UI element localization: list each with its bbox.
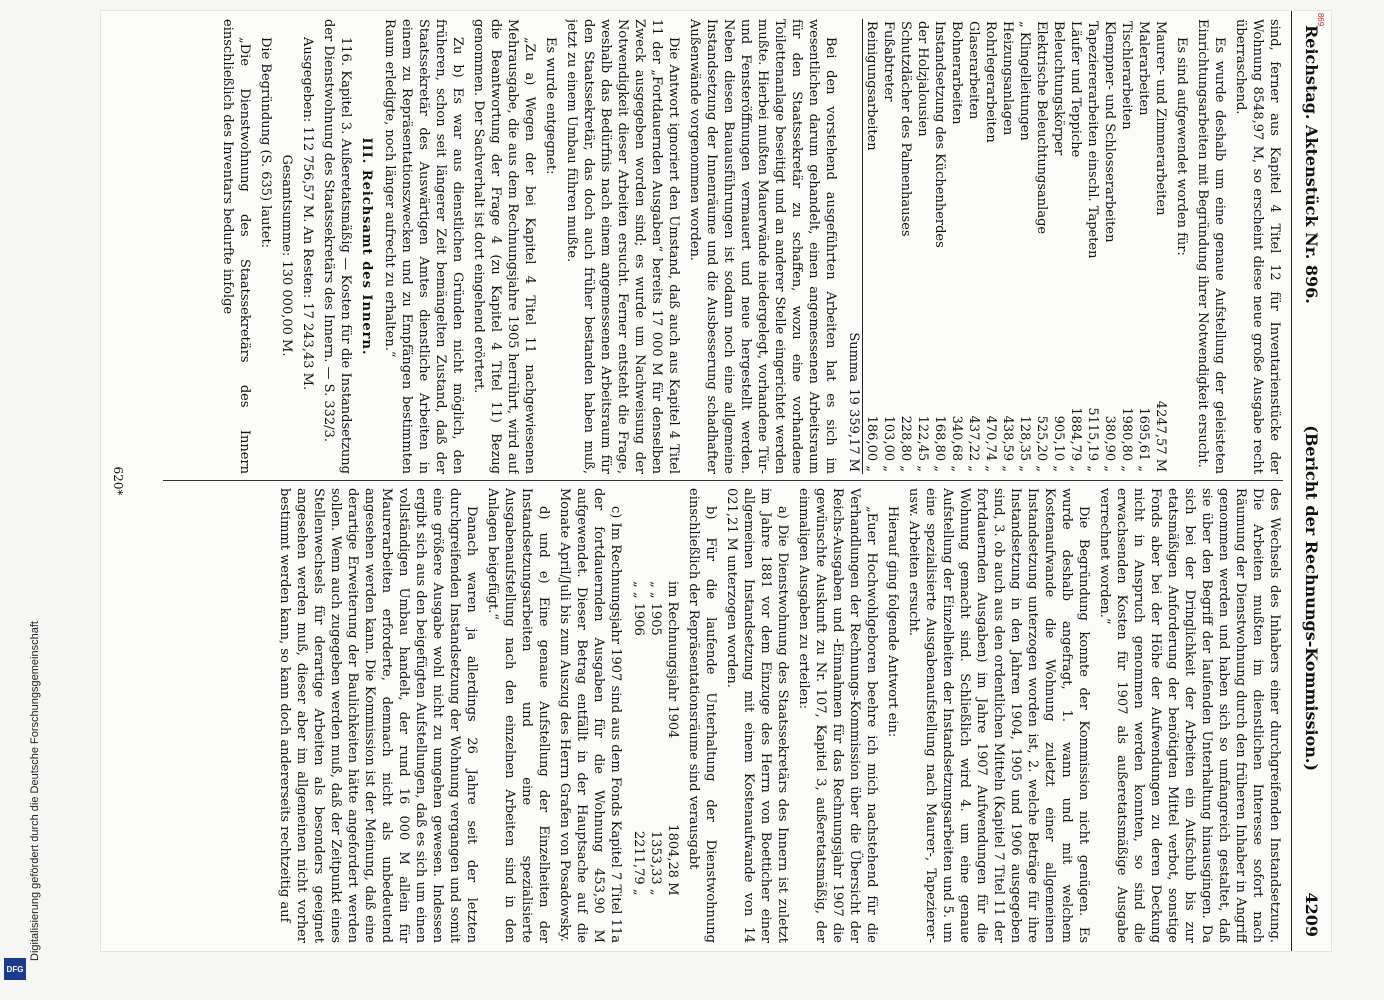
row-amount: 470,74 „ bbox=[983, 415, 998, 472]
year-row bbox=[630, 579, 647, 898]
header-left: Reichstag. Aktenstück Nr. 896. bbox=[1302, 25, 1321, 304]
cost-row bbox=[1067, 19, 1084, 474]
paragraph: Ausgegeben: 112 756,57 M. An Resten: 17 243,43 M. bbox=[300, 37, 315, 391]
year-row bbox=[664, 579, 681, 898]
paragraph: Hierauf ging folgende Antwort ein: bbox=[885, 506, 900, 738]
row-label: „ „ 1905 bbox=[648, 581, 663, 636]
paragraph: Gesamtsumme: 130 000,00 M. bbox=[279, 154, 294, 357]
row-label: Maurer- und Zimmerarbeiten bbox=[1153, 21, 1168, 216]
cost-row bbox=[1084, 19, 1101, 474]
row-label: Schutzdächer des Palmenhauses bbox=[898, 21, 913, 237]
row-label: Fußabtreter bbox=[881, 21, 896, 102]
row-label: Glaserarbeiten bbox=[966, 21, 981, 120]
paragraph: Die Begründung (S. 635) lautet: bbox=[258, 37, 273, 249]
row-label: Instandsetzung des Küchenherdes bbox=[932, 21, 947, 248]
digitization-sidebar bbox=[0, 0, 70, 1000]
funding-credit: Digitalisierung gefördert durch die Deutsche Forschungsgemeinschaft bbox=[29, 621, 41, 961]
column-divider bbox=[163, 480, 1283, 481]
section-heading: III. Reichsamt des Innern. bbox=[359, 137, 374, 356]
row-amount: 186,00 „ bbox=[864, 415, 879, 472]
row-label: Bohnerarbeiten bbox=[949, 21, 964, 125]
cost-row bbox=[965, 19, 982, 474]
cost-table bbox=[845, 19, 1169, 474]
cost-row bbox=[1050, 19, 1067, 474]
row-amount: 168,80 „ bbox=[932, 415, 947, 472]
paragraph: Die Begründung konnte der Kommission nicht genügen. Es wurde deshalb angefragt, 1. wann und mit welchem Kostenaufwande die Wohnung zuletzt einer allgemeinen Instandsetzung unterzogen worden ist, 2. welche Beträge für ihre Instandsetzung in den Jahren 1904, 1905 und 1906 ausgegeben sind, 3. ob auch aus den ordentlichen Mitteln (Kapitel 7 Titel 11 der fortdauernden Ausgaben) im Jahre 1907 Aufwendungen für die Wohnung gemacht sind. Schließlich wird 4. um eine genaue Aufstellung der Einzelheiten der Instandsetzungsarbeiten und 5. um eine spezialisierte Ausgabenaufstellung nach Maurer-, Tapezierer- usw. Arbeiten ersucht. bbox=[906, 488, 1091, 943]
paragraph: des Wechsels des Inhabers einer durchgreifenden Instandsetzung. Die Arbeiten mußten im dienstlichen Interesse sofort nach Räumung der Dienstwohnung durch den früheren Inhaber in Angriff genommen werden und haben sich so umfangreich gestaltet, daß sie über den Begriff der laufenden Unterhaltung hinausgingen. Da sich bei der Dringlichkeit der Arbeiten ein Aufschub bis zur etatsmäßigen Anforderung der benötigten Mittel verbot, sonstige Fonds aber bei der Höhe der Aufwendungen zu deren Deckung nicht in Anspruch genommen werden konnten, so sind die erwachsenden Kosten für 1907 als außeretatsmäßige Ausgabe verrechnet worden.“ bbox=[1097, 488, 1282, 943]
cost-row bbox=[1135, 19, 1152, 474]
row-amount: 340,68 „ bbox=[949, 415, 964, 472]
page-footer-mark: 620* bbox=[111, 466, 125, 496]
header-page-number: 4209 bbox=[1302, 892, 1321, 937]
cost-row bbox=[880, 19, 897, 474]
row-amount: 905,10 „ bbox=[1051, 415, 1066, 472]
row-label: Heizungsanlagen bbox=[1000, 21, 1015, 136]
year-row bbox=[647, 579, 664, 898]
row-amount: 438,59 „ bbox=[1000, 415, 1015, 472]
cost-row bbox=[999, 19, 1016, 474]
row-amount: 1804,28 M bbox=[665, 824, 680, 896]
row-amount: 228,80 „ bbox=[898, 415, 913, 472]
row-label: „ „ 1906 bbox=[631, 581, 646, 636]
list-item-b: b) Für die laufende Unterhaltung der Dienstwohnung einschließlich der Repräsentationsräume sind verausgabt bbox=[686, 488, 718, 943]
row-label: Elektrische Beleuchtungsanlage bbox=[1034, 21, 1049, 235]
paragraph: Bei den vorstehend ausgeführten Arbeiten hat es sich im wesentlichen darum gehandelt, einen angemessenen Arbeitsraum für den Staatssekretär zu schaffen, wozu eine vorhandene Toilettenanlage beseitigt und an anderer Stelle eingerichtet werden mußte. Hierbei mußten Mauerwände niedergelegt, vorhandene Tür- und Fensteröffnungen vermauert und neue hergestellt werden. Neben diesen Bauausführungen ist sodann noch eine allgemeine Instandsetzung der Innenräume und die Ausbesserung schadhafter Außenwände vorgenommen worden. bbox=[687, 19, 838, 474]
row-label: Malerarbeiten bbox=[1136, 21, 1151, 116]
paragraph: Es wurde entgegnet: bbox=[543, 37, 558, 175]
row-amount: 5115,19 „ bbox=[1085, 407, 1100, 472]
paragraph: Zu b) Es war aus dienstlichen Gründen nicht möglich, den früheren, schon seit längerer Zeit bemängelten Zustand, daß der Staatssekretär des Auswärtigen Amtes dienstliche Arbeiten in einem zu Repräsentationszwecken und zu Empfängen bestimmten Raum erledigte, noch länger aufrecht zu erhalten.“ bbox=[382, 19, 465, 474]
paragraph: Es wurde deshalb um eine genaue Aufstellung der geleisteten Einrichtungsarbeiten mit Begründung ihrer Notwendigkeit ersucht. bbox=[1195, 19, 1227, 474]
cost-row bbox=[931, 19, 948, 474]
row-amount: 1980,80 „ bbox=[1119, 407, 1134, 472]
row-label: „ Klingelleitungen bbox=[1017, 21, 1032, 141]
paragraph: Die Antwort ignoriert den Umstand, daß auch aus Kapitel 4 Titel 11 der „Fortdauernden Ausgaben“ bereits 17 000 M für denselben Zweck ausgegeben worden sind; es wurde um Nachweisung der Notwendigkeit dieser Arbeiten ersucht. Ferner entsteht die Frage, weshalb das Bedürfnis nach einem angemessenen Arbeitsraum für den Staatssekretär, das doch auch früher bestanden haben muß, jetzt zu einem Umbau führen mußte. bbox=[564, 19, 681, 474]
row-amount: 128,35 „ bbox=[1017, 415, 1032, 472]
cost-row bbox=[1016, 19, 1033, 474]
years-table bbox=[630, 579, 681, 898]
paragraph: „Zu a) Wegen der bei Kapitel 4 Titel 11 nachgewiesenen Mehrausgabe, die aus dem Rechnungsjahre 1905 herrührt, wird auf die Beantwortung der Frage 4 (zu Kapitel 4 Titel 11) Bezug genommen. Der Sachverhalt ist dort eingehend erörtert. bbox=[471, 19, 537, 474]
sum-label: Summa bbox=[845, 19, 863, 384]
row-label: Tischlerarbeiten bbox=[1119, 21, 1134, 130]
paragraph: „Die Dienstwohnung des Staatssekretärs des Innern einschließlich des Inventars bedurfte infolge bbox=[220, 19, 252, 474]
left-column bbox=[163, 19, 1283, 474]
row-amount: 103,00 „ bbox=[881, 415, 896, 472]
row-amount: 380,90 „ bbox=[1102, 415, 1117, 472]
row-amount: 1695,61 „ bbox=[1136, 407, 1151, 472]
cost-row bbox=[914, 19, 931, 474]
cost-row bbox=[1118, 19, 1135, 474]
row-amount: 2211,79 „ bbox=[631, 830, 646, 896]
rotated-page-content bbox=[101, 11, 1331, 951]
row-amount: 1884,79 „ bbox=[1068, 407, 1083, 472]
row-label: Läufer und Teppiche bbox=[1068, 21, 1083, 158]
paragraph: 116. Kapitel 3. Außeretatsmäßig — Kosten für die Instandsetzung der Dienstwohnung des Staatssekretärs des Innern. — S. 332/3. bbox=[321, 19, 353, 474]
scanned-page bbox=[100, 10, 1332, 952]
row-label: der Holzjalousien bbox=[915, 21, 930, 137]
row-label: Reinigungsarbeiten bbox=[864, 21, 879, 151]
cost-row bbox=[1152, 19, 1169, 474]
sum-amount: 19 359,17 M bbox=[845, 384, 863, 474]
row-amount: 1353,33 „ bbox=[648, 830, 663, 896]
cost-row bbox=[948, 19, 965, 474]
row-label: Tapeziererarbeiten einschl. Tapeten bbox=[1085, 21, 1100, 259]
row-label: Klempner- und Schlosserarbeiten bbox=[1102, 21, 1117, 243]
paragraph: Danach waren ja allerdings 26 Jahre seit der letzten durchgreifenden Instandsetzung der Wohnung vergangen und somit eine größere Ausgabe wohl nicht zu umgehen gewesen. Indessen ergibt sich aus den beigefügten Aufstellungen, daß es sich um einen vollständigen Umbau handelt, der rund 16 000 M allein für Maurerarbeiten erforderte, demnach nicht als unbedeutend angesehen werden kann. Die Kommission ist der Meinung, daß eine derartige Erweiterung der Baulichkeiten hätte angefordert werden sollen. Wenn auch zugegeben werden muß, daß der Zeitpunkt eines Stellenwechsels für derartige Arbeiten als besonders geeignet angesehen werden muß, dieser aber im allgemeinen nicht vorher bestimmt werden kann, so kann doch andererseits rechtzeitig auf bbox=[277, 488, 479, 943]
row-label: Beleuchtungskörper bbox=[1051, 21, 1066, 156]
list-item-c: c) Im Rechnungsjahr 1907 sind aus dem Fonds Kapitel 7 Titel 11a der fortdauernden Ausgaben für die Wohnung 453,90 M aufgewendet. Dieser Betrag entfällt in der Hauptsache auf die Monate April/Juli bis zum Auszug des Herrn Grafen von Posadowsky. bbox=[557, 488, 623, 943]
cost-row bbox=[1033, 19, 1050, 474]
header-center: (Bericht der Rechnungs-Kommission.) bbox=[1302, 425, 1321, 772]
row-label: Rohrlegerarbeiten bbox=[983, 21, 998, 143]
corner-mark: 869 bbox=[1315, 12, 1325, 27]
row-amount: 122,45 „ bbox=[915, 415, 930, 472]
paragraph: „Euer Hochwohlgeboren beehre ich mich nachstehend für die Verhandlungen der Rechnungs-Kommission über die Übersicht der Reichs-Ausgaben und -Einnahmen für das Rechnungsjahr 1907 die gewünschte Auskunft zu Nr. 107, Kapitel 3, außeretatsmäßig, der einmaligen Ausgaben zu erteilen: bbox=[796, 488, 879, 943]
dfg-logo-icon: DFG bbox=[4, 958, 26, 980]
paragraph: sind, ferner aus Kapitel 4 Titel 12 für Inventarienstücke der Wohnung 8548,97 M, so erscheint diese neue große Ausgabe recht überraschend. bbox=[1233, 19, 1282, 474]
cost-row bbox=[897, 19, 914, 474]
row-amount: 437,22 „ bbox=[966, 415, 981, 472]
cost-sum-row bbox=[845, 19, 863, 474]
cost-row bbox=[1101, 19, 1118, 474]
list-item-a: a) Die Dienstwohnung des Staatssekretärs des Innern ist zuletzt im Jahre 1881 vor dem Einzuge des Herrn von Boetticher einer allgemeinen Instandsetzung mit einem Kostenaufwande von 14 021,21 M unterzogen worden. bbox=[724, 488, 790, 943]
running-header bbox=[1291, 11, 1331, 951]
row-label: im Rechnungsjahr 1904 bbox=[665, 581, 680, 739]
list-item-d: d) und e) Eine genaue Aufstellung der Einzelheiten der Instandsetzungsarbeiten und eine spezialisierte Ausgabenaufstellung nach den einzelnen Arbeiten sind in den Anlagen beigefügt.“ bbox=[485, 488, 551, 943]
row-amount: 525,20 „ bbox=[1034, 415, 1049, 472]
cost-row bbox=[863, 19, 881, 474]
row-amount: 4247,57 M bbox=[1153, 400, 1168, 472]
right-column bbox=[163, 488, 1283, 943]
cost-row bbox=[982, 19, 999, 474]
paragraph: Es sind aufgewendet worden für: bbox=[1174, 37, 1189, 256]
